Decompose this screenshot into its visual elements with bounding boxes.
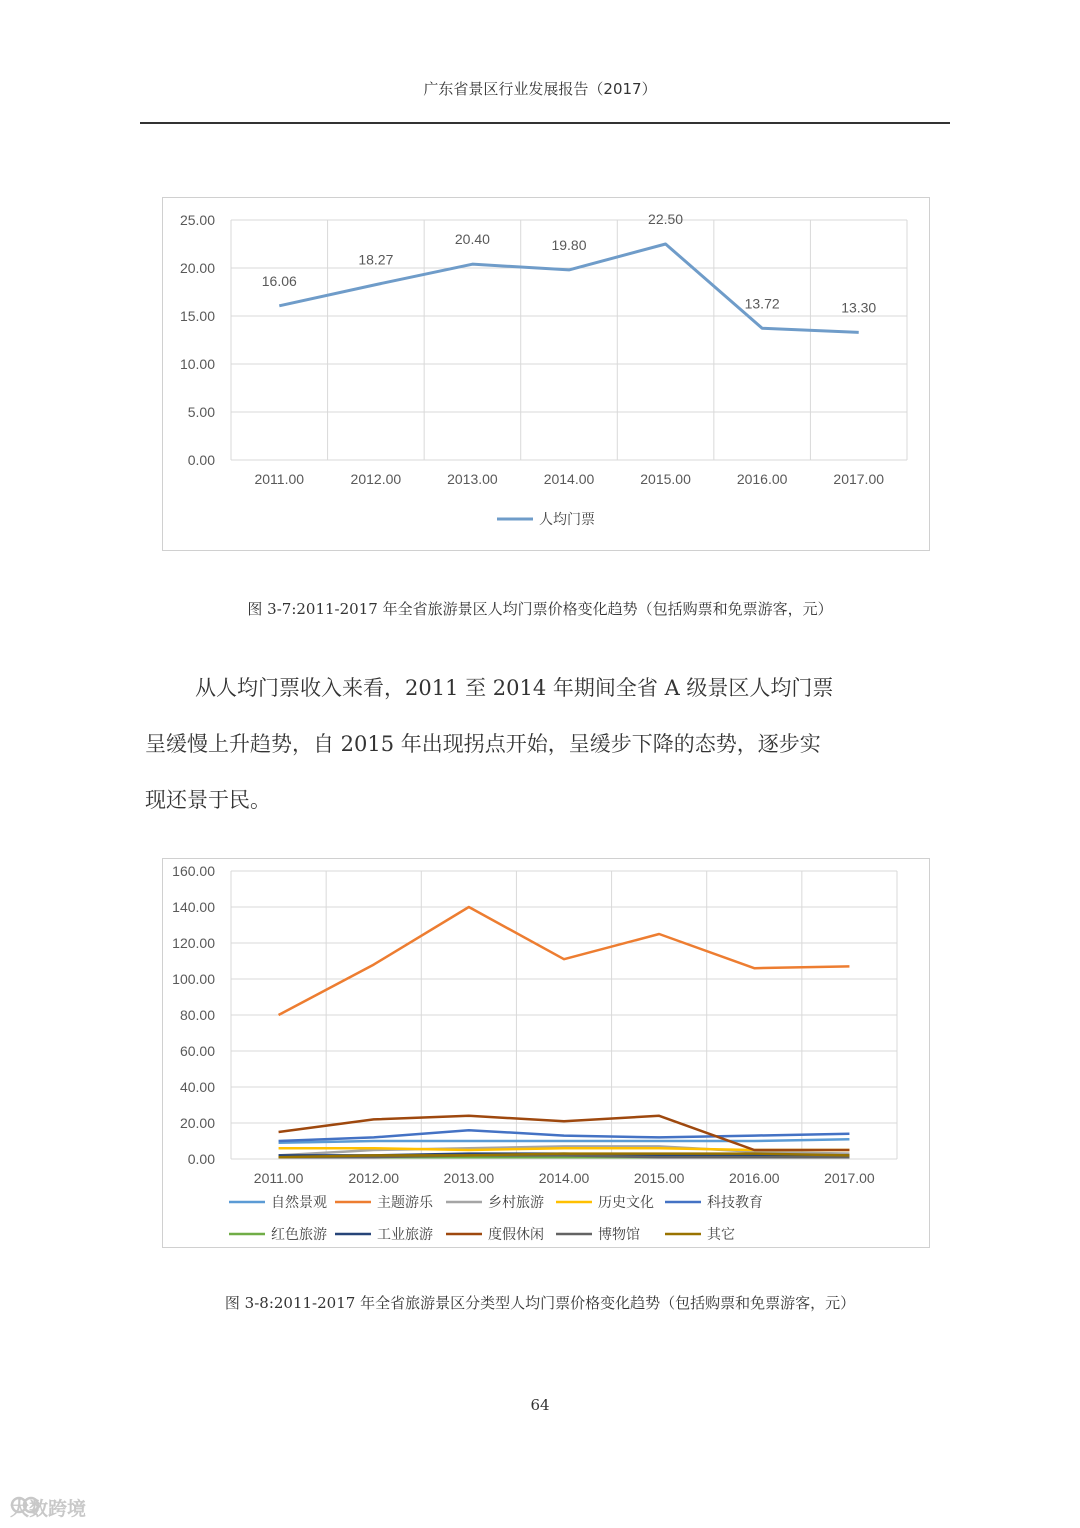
y-tick-label: 0.00 — [187, 452, 215, 468]
y-tick-label: 20.00 — [179, 260, 215, 276]
body-paragraph — [145, 660, 945, 828]
x-tick-label: 2011.00 — [254, 471, 305, 487]
y-tick-label: 20.00 — [179, 1115, 215, 1131]
page-header-title: 广东省景区行业发展报告（2017） — [423, 80, 657, 98]
legend-entry: 红色旅游 — [271, 1227, 327, 1243]
x-tick-label: 2012.00 — [348, 1170, 400, 1186]
chart-category-ticket — [162, 858, 930, 1248]
series-line-1 — [279, 907, 850, 1015]
watermark-logo-icon — [10, 1494, 40, 1516]
legend-entry: 自然景观 — [271, 1195, 327, 1211]
x-tick-label: 2017.00 — [833, 471, 885, 487]
y-tick-label: 15.00 — [179, 308, 215, 324]
x-tick-label: 2013.00 — [447, 471, 498, 487]
y-tick-label: 80.00 — [179, 1007, 215, 1023]
y-tick-label: 140.00 — [172, 899, 215, 915]
x-tick-label: 2014.00 — [538, 1170, 590, 1186]
data-label: 22.50 — [648, 211, 684, 227]
paragraph-line-3: 现还景于民。 — [145, 788, 271, 812]
y-tick-label: 10.00 — [179, 356, 215, 372]
series-line-0 — [279, 1139, 850, 1143]
y-tick-label: 100.00 — [172, 971, 215, 987]
chart-category-ticket-svg — [163, 859, 929, 1247]
y-tick-label: 60.00 — [179, 1043, 215, 1059]
x-tick-label: 2017.00 — [824, 1170, 875, 1186]
y-tick-label: 120.00 — [172, 935, 215, 951]
legend-entry: 度假休闲 — [488, 1227, 544, 1243]
paragraph-line-1: 从人均门票收入来看，2011 至 2014 年期间全省 A 级景区人均门票 — [195, 676, 834, 700]
y-tick-label: 0.00 — [187, 1151, 215, 1167]
series-line-7 — [279, 1116, 850, 1150]
data-label: 18.27 — [358, 251, 394, 268]
data-label: 20.40 — [454, 231, 490, 248]
chart-avg-ticket-svg — [163, 198, 929, 550]
y-tick-label: 40.00 — [179, 1079, 215, 1095]
watermark — [10, 1494, 86, 1521]
x-tick-label: 2016.00 — [728, 1170, 780, 1186]
x-tick-label: 2015.00 — [633, 1170, 685, 1186]
x-tick-label: 2014.00 — [543, 471, 595, 487]
y-tick-label: 160.00 — [172, 863, 215, 879]
y-tick-label: 25.00 — [179, 212, 215, 228]
legend-entry: 人均门票 — [539, 512, 595, 528]
series-line-4 — [279, 1130, 850, 1141]
data-label: 13.30 — [841, 299, 877, 316]
legend-entry: 工业旅游 — [377, 1227, 433, 1243]
figure-caption-3-8: 图 3-8:2011-2017 年全省旅游景区分类型人均门票价格变化趋势（包括购票和免票游客，元） — [224, 1294, 856, 1312]
data-label: 13.72 — [744, 295, 780, 312]
legend-entry: 其它 — [707, 1227, 735, 1243]
y-tick-label: 5.00 — [187, 404, 215, 420]
x-tick-label: 2011.00 — [253, 1170, 304, 1186]
legend-entry: 乡村旅游 — [488, 1195, 544, 1211]
data-label: 16.06 — [261, 272, 297, 289]
header-rule — [140, 122, 950, 124]
chart-avg-ticket — [162, 197, 930, 551]
x-tick-label: 2016.00 — [736, 471, 788, 487]
page-number: 64 — [530, 1396, 550, 1414]
x-tick-label: 2012.00 — [350, 471, 402, 487]
legend-entry: 历史文化 — [598, 1195, 654, 1211]
paragraph-line-2: 呈缓慢上升趋势，自 2015 年出现拐点开始，呈缓步下降的态势，逐步实 — [145, 732, 821, 756]
watermark-text: 大数跨境 — [10, 1498, 87, 1520]
legend-entry: 博物馆 — [598, 1227, 640, 1243]
legend-entry: 主题游乐 — [377, 1195, 433, 1211]
x-tick-label: 2015.00 — [640, 471, 691, 487]
figure-caption-3-7: 图 3-7:2011-2017 年全省旅游景区人均门票价格变化趋势（包括购票和免票游客，元） — [247, 600, 833, 618]
x-tick-label: 2013.00 — [443, 1170, 495, 1186]
data-label: 19.80 — [551, 236, 587, 253]
legend-entry: 科技教育 — [707, 1195, 763, 1211]
